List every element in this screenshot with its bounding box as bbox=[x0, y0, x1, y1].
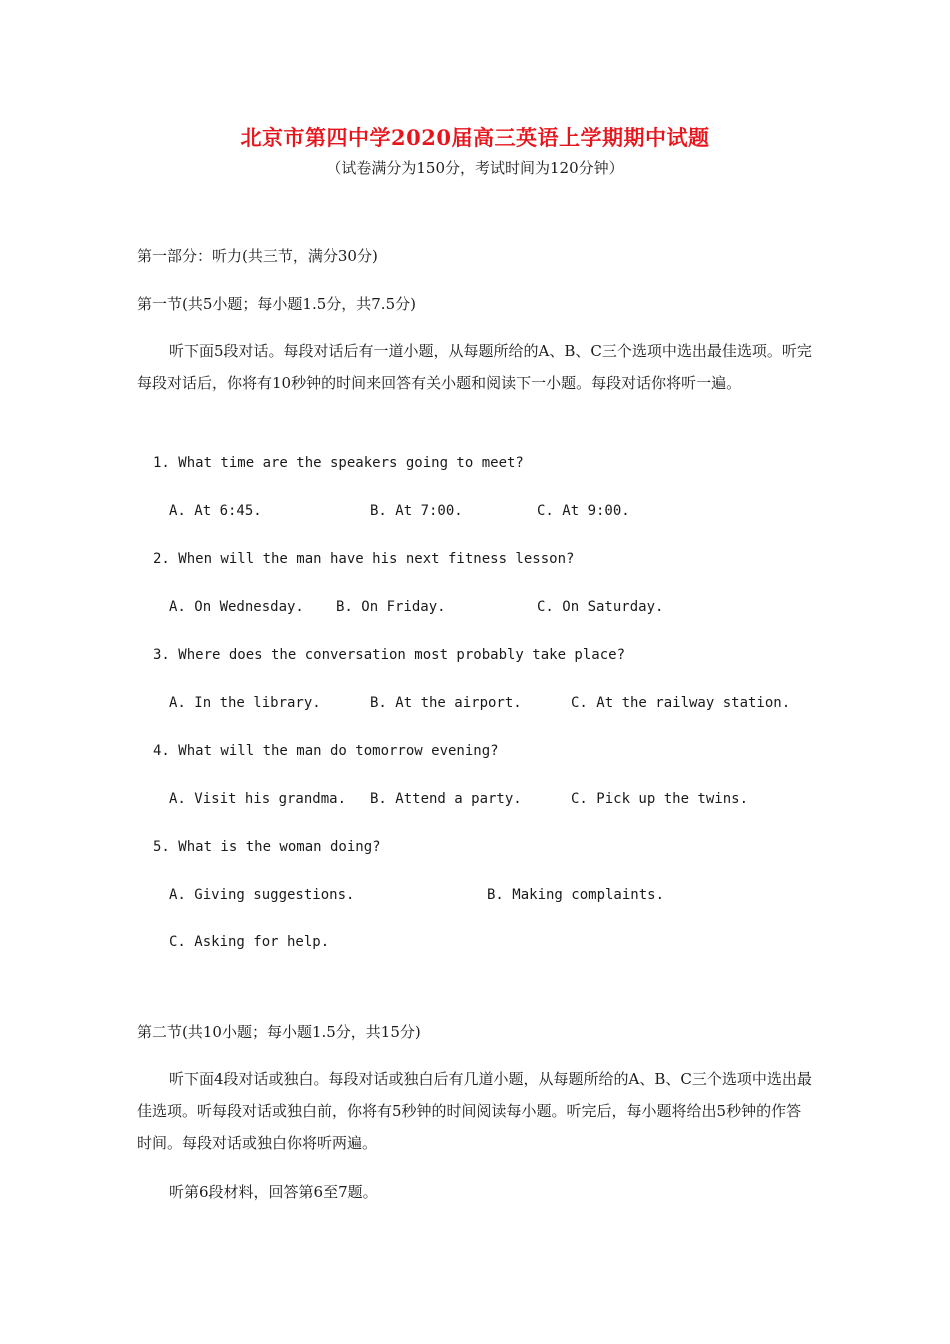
section2-heading: 第二节(共10小题；每小题1.5分，共15分) bbox=[137, 1023, 421, 1041]
question-4-option-b: B. Attend a party. bbox=[370, 791, 522, 807]
question-5-stem: 5. What is the woman doing? bbox=[153, 839, 381, 855]
question-1-stem: 1. What time are the speakers going to meet? bbox=[153, 455, 524, 471]
question-5-option-a: A. Giving suggestions. bbox=[169, 887, 355, 903]
question-2-stem: 2. When will the man have his next fitness lesson? bbox=[153, 551, 575, 567]
question-4-stem: 4. What will the man do tomorrow evening? bbox=[153, 743, 499, 759]
question-3-stem: 3. Where does the conversation most probably take place? bbox=[153, 647, 626, 663]
question-3-option-c: C. At the railway station. bbox=[571, 695, 791, 711]
question-2-option-c: C. On Saturday. bbox=[537, 599, 664, 615]
question-5-option-c: C. Asking for help. bbox=[169, 934, 330, 950]
question-1-option-a: A. At 6:45. bbox=[169, 503, 262, 519]
question-1-option-b: B. At 7:00. bbox=[370, 503, 463, 519]
exam-subtitle: （试卷满分为150分，考试时间为120分钟） bbox=[326, 159, 624, 177]
question-4-option-a: A. Visit his grandma. bbox=[169, 791, 347, 807]
part1-heading: 第一部分：听力(共三节，满分30分) bbox=[137, 247, 378, 265]
exam-title: 北京市第四中学2020届高三英语上学期期中试题 bbox=[240, 125, 710, 150]
question-3-option-b: B. At the airport. bbox=[370, 695, 522, 711]
section1-instructions bbox=[137, 335, 815, 399]
question-4-option-c: C. Pick up the twins. bbox=[571, 791, 749, 807]
question-2-option-a: A. On Wednesday. bbox=[169, 599, 304, 615]
section1-heading: 第一节(共5小题；每小题1.5分，共7.5分) bbox=[137, 295, 416, 313]
material-6-note: 听第6段材料，回答第6至7题。 bbox=[169, 1183, 378, 1201]
question-2-option-b: B. On Friday. bbox=[336, 599, 446, 615]
question-5-option-b: B. Making complaints. bbox=[487, 887, 665, 903]
section2-instructions-text: 听下面4段对话或独白。每段对话或独白后有几道小题，从每题所给的A、B、C三个选项中选出最佳选项。听每段对话或独白前，你将有5秒钟的时间阅读每小题。听完后，每小题将给出5秒钟的作答时间。每段对话或独白你将听两遍。 bbox=[137, 1070, 812, 1152]
question-1-option-c: C. At 9:00. bbox=[537, 503, 630, 519]
question-3-option-a: A. In the library. bbox=[169, 695, 321, 711]
section2-instructions bbox=[137, 1063, 815, 1159]
section1-instructions-text: 听下面5段对话。每段对话后有一道小题，从每题所给的A、B、C三个选项中选出最佳选项。听完每段对话后，你将有10秒钟的时间来回答有关小题和阅读下一小题。每段对话你将听一遍。 bbox=[137, 342, 812, 392]
